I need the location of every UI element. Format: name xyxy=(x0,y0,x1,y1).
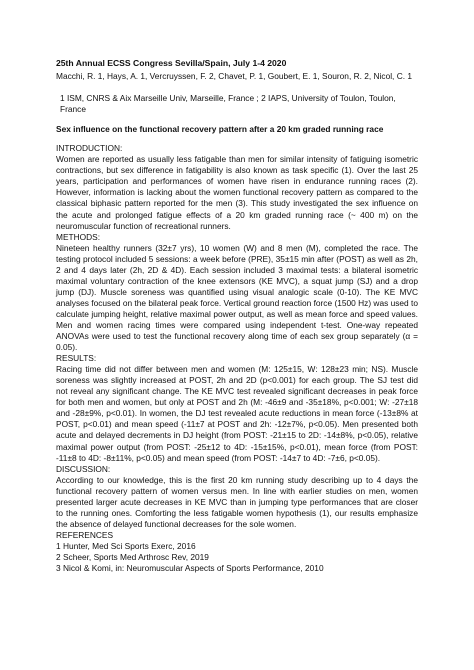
abstract-body xyxy=(56,143,418,574)
discussion-heading: DISCUSSION: xyxy=(56,463,111,474)
reference-list xyxy=(56,541,418,574)
introduction-heading: INTRODUCTION: xyxy=(56,143,123,154)
references-heading: REFERENCES xyxy=(56,529,114,540)
affiliations: 1 ISM, CNRS & Aix Marseille Univ, Marseille, France ; 2 IAPS, University of Toulon, Toulon, France xyxy=(60,93,396,115)
reference-item: 1 Hunter, Med Sci Sports Exerc, 2016 xyxy=(56,540,196,551)
reference-item: 2 Scheer, Sports Med Arthrosc Rev, 2019 xyxy=(56,551,209,562)
author-list: Macchi, R. 1, Hays, A. 1, Vercruyssen, F. 2, Chavet, P. 1, Goubert, E. 1, Souron, R. 2, Nicol, C. 1 xyxy=(56,71,413,82)
methods-text: Nineteen healthy runners (32±7 yrs), 10 women (W) and 8 men (M), completed the race. The testing protocol included 5 sessions: a week before (PRE), 35±15 min after (POST) as well as 2h, 2 and 4 days later (2h, 2D & 4D). Each session included 3 maximal tests: a bilateral isometric maximal voluntary contraction of the knee extensors (KE MVC), a squat jump (SJ) and a drop jump (DJ). Muscle soreness was quantified using visual analogic scale (0-10). The KE MVC analyses focused on the bilateral peak force. Vertical ground reaction force (1500 Hz) was used to calculate jumping height, relative maximal power output, as well as mean force and speed values. Men and women racing times were compared using independent t-test. One-way repeated ANOVAs were used to test the functional recovery along time of each sex group separately (α = 0.05). xyxy=(56,242,418,353)
conference-title: 25th Annual ECSS Congress Sevilla/Spain, July 1-4 2020 xyxy=(56,58,287,68)
abstract-title: Sex influence on the functional recovery pattern after a 20 km graded running race xyxy=(56,124,384,135)
results-heading: RESULTS: xyxy=(56,353,97,364)
methods-heading: METHODS: xyxy=(56,231,101,242)
results-text: Racing time did not differ between men and women (M: 125±15, W: 128±23 min; NS). Muscle soreness was slightly increased at POST, 2h and 2D (p<0.001) for each group. The SJ test did not reveal any significant change. The KE MVC test revealed significant decreases in peak force for both men and women, but only at POST and 2h (M: -46±9 and -35±18%, p<0.001; W: -27±18 and -28±9%, p<0.01). In women, the DJ test revealed acute reductions in mean force (-13±8% at POST, p<0.01) and mean speed (-11±7 at POST and 2h: -12±7%, p<0.05). Men presented both acute and delayed decrements in DJ height (from POST: -21±15 to 2D: -14±8%, p<0.05), relative maximal power output (from POST: -25±12 to 4D: -15±15%, p<0.01), mean force (from POST: -11±8 to 4D: -8±11%, p<0.05) and mean speed (from POST: -14±7 to 4D: -7±6, p<0.05). xyxy=(56,364,418,463)
discussion-text: According to our knowledge, this is the first 20 km running study describing up to 4 days the functional recovery pattern of women versus men. In line with earlier studies on men, women presented larger acute decreases in KE MVC than in jumping type performances that are closer to the running ones. Comforting the less fatigable women hypothesis (1), our results emphasize the absence of delayed functional decreases for the sole women. xyxy=(56,474,418,529)
reference-item: 3 Nicol & Komi, in: Neuromuscular Aspects of Sports Performance, 2010 xyxy=(56,563,324,574)
introduction-text: Women are reported as usually less fatigable than men for similar intensity of fatiguing isometric contractions, but sex difference in fatigability is also known as task specific (1). Over the last 25 years, participation and performances of women have risen in endurance running races (2). However, information is lacking about the women functional recovery pattern as compared to the classical biphasic pattern reported for the men (3). This study investigated the sex influence on the acute and prolonged fatigue effects of a 20 km graded running race (~ 400 m) on the neuromuscular function of recreational runners. xyxy=(56,154,418,231)
